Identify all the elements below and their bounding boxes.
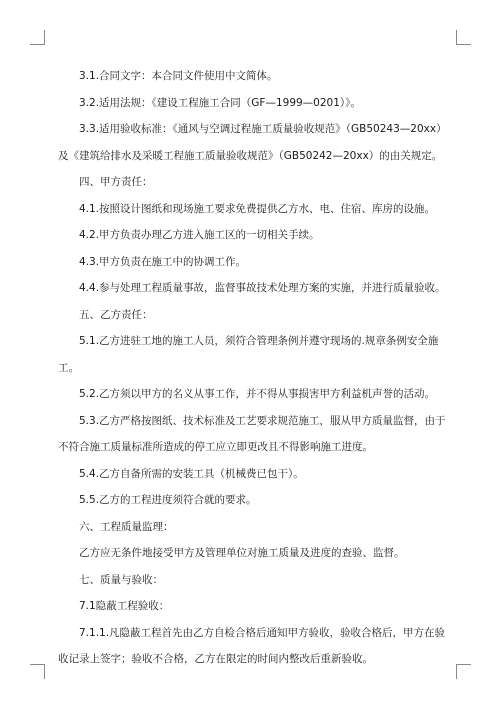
clause-3-3: 3.3.适用验收标准：《通风与空调过程施工质量验收规范》（GB50243—20xx）及《建筑给排水及采暖工程施工质量验收规范》（GB50242—20xx）的由关规定。: [58, 123, 447, 162]
clause-7-1: 7.1隐蔽工程验收：: [79, 600, 170, 612]
clause-5-2: 5.2.乙方须以甲方的名义从事工作，并不得从事损害甲方利益机声誉的活动。: [79, 388, 436, 400]
clause-5-5: 5.5.乙方的工程进度须符合就的要求。: [79, 494, 257, 506]
clause-4-1: 4.1.按照设计图纸和现场施工要求免费提供乙方水、电、住宿、库房的设施。: [79, 202, 436, 215]
clause-7-1-1: 7.1.1.凡隐蔽工程首先由乙方自检合格后通知甲方验收，验收合格后，甲方在验收记录上签字；验收不合格，乙方在限定的时间内整改后重新验收。: [58, 626, 446, 665]
clause-4-4: 4.4.参与处理工程质量事故，监督事故技术处理方案的实施，并进行质量验收。: [79, 282, 446, 294]
section-heading-5: 五、乙方责任：: [79, 308, 153, 321]
section-heading-7: 七、质量与验收：: [79, 573, 163, 586]
clause-3-1: 3.1.合同文字：本合同文件使用中文简体。: [79, 70, 278, 82]
clause-6: 乙方应无条件地接受甲方及管理单位对施工质量及进度的查验、监督。: [79, 547, 405, 559]
crop-mark-bottom-left: [30, 664, 45, 679]
clause-5-4: 5.4.乙方自备所需的安装工具（机械费已包干）。: [79, 467, 304, 480]
clause-3-2: 3.2.适用法规：《建设工程施工合同（GF—1999—0201）》。: [79, 96, 361, 109]
crop-mark-top-right: [456, 30, 471, 45]
document-body: [58, 63, 450, 673]
section-heading-4: 四、甲方责任：: [79, 176, 153, 188]
clause-5-1: 5.1.乙方进驻工地的施工人员，须符合管理条例并遵守现场的.规章条例安全施工。: [58, 335, 439, 374]
section-heading-6: 六、工程质量监理：: [79, 520, 174, 533]
crop-mark-bottom-right: [456, 664, 471, 679]
crop-mark-top-left: [30, 30, 45, 45]
clause-4-2: 4.2.甲方负责办理乙方进入施工区的一切相关手续。: [79, 229, 320, 241]
clause-4-3: 4.3.甲方负责在施工中的协调工作。: [79, 255, 247, 268]
clause-5-3: 5.3.乙方严格按图纸、技术标准及工艺要求规范施工，服从甲方质量监督，由于不符合施工质量标准所造成的停工应立即更改且不得影响施工进度。: [58, 414, 446, 453]
